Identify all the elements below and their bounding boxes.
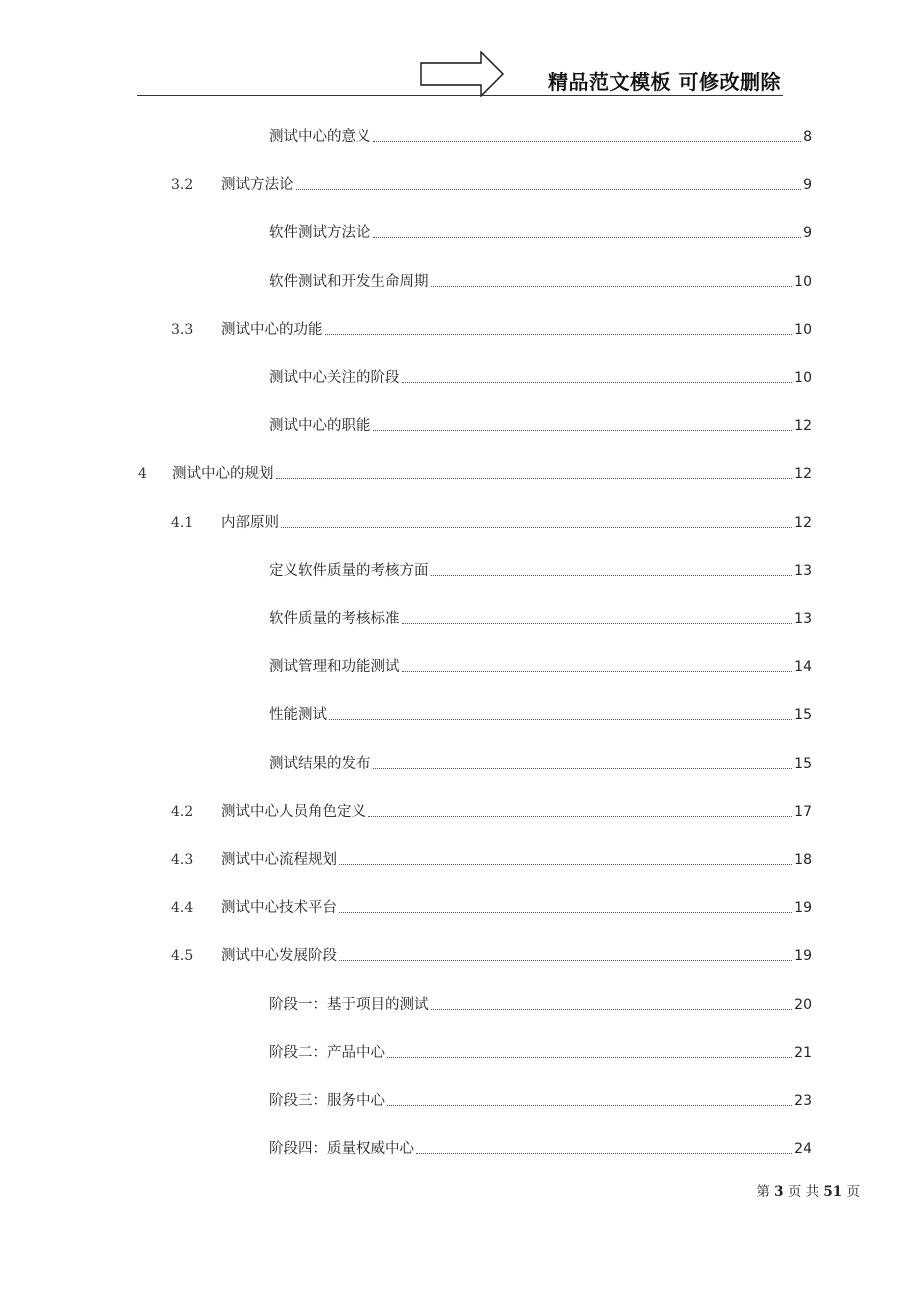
toc-dot-leader [431, 1009, 793, 1010]
toc-entry-title: 测试管理和功能测试 [269, 659, 400, 676]
footer-suffix: 页 [846, 1184, 860, 1200]
toc-entry-title: 阶段三：服务中心 [269, 1093, 385, 1109]
toc-entry[interactable] [171, 173, 812, 197]
toc-entry[interactable] [269, 270, 812, 294]
toc-dot-leader [431, 575, 793, 576]
toc-dot-leader [402, 382, 793, 383]
toc-entry-page: 9 [803, 225, 812, 242]
toc-entry[interactable] [171, 848, 812, 872]
toc-entry-page: 18 [794, 852, 812, 868]
toc-entry-page: 10 [794, 273, 812, 290]
toc-entry-page: 8 [803, 129, 812, 145]
footer-current-page: 3 [774, 1184, 784, 1200]
toc-entry[interactable] [269, 1041, 812, 1065]
toc-entry-number: 4.4 [171, 900, 194, 917]
toc-entry-title: 软件测试方法论 [269, 225, 371, 242]
toc-entry-number: 4.1 [171, 514, 194, 531]
toc-entry-page: 10 [794, 370, 812, 386]
toc-entry-number: 4.5 [171, 948, 194, 965]
toc-entry[interactable] [269, 366, 812, 390]
toc-entry-page: 13 [794, 611, 812, 627]
toc-dot-leader [339, 912, 792, 913]
toc-entry-title: 测试中心技术平台 [221, 900, 337, 917]
toc-entry-title: 测试中心的功能 [221, 321, 323, 338]
toc-entry[interactable] [171, 896, 812, 920]
toc-entry-title: 测试中心的规划 [172, 466, 274, 483]
toc-entry-page: 19 [794, 948, 812, 965]
toc-entry-number: 3.2 [171, 177, 194, 194]
toc-entry-title: 测试中心的职能 [269, 418, 371, 435]
toc-dot-leader [402, 623, 793, 624]
toc-entry-title: 阶段一：基于项目的测试 [269, 996, 429, 1013]
toc-entry[interactable] [171, 944, 812, 968]
toc-entry-page: 24 [794, 1141, 812, 1158]
toc-entry-title: 软件质量的考核标准 [269, 611, 400, 627]
toc-entry[interactable] [269, 221, 812, 245]
toc-entry[interactable] [269, 655, 812, 679]
toc-dot-leader [373, 237, 802, 238]
toc-dot-leader [431, 286, 793, 287]
toc-entry-title: 内部原则 [221, 514, 279, 531]
toc-entry-page: 15 [794, 755, 812, 772]
toc-entry[interactable] [269, 993, 812, 1017]
header-divider [137, 95, 783, 96]
toc-dot-leader [373, 141, 802, 142]
arrow-right-icon [420, 51, 506, 97]
toc-entry-page: 12 [794, 514, 812, 531]
toc-dot-leader [373, 768, 793, 769]
toc-dot-leader [387, 1057, 792, 1058]
toc-dot-leader [325, 334, 793, 335]
toc-entry[interactable] [269, 1137, 812, 1161]
toc-entry[interactable] [269, 414, 812, 438]
toc-dot-leader [402, 671, 793, 672]
toc-entry[interactable] [171, 800, 812, 824]
toc-entry-page: 15 [794, 707, 812, 724]
toc-entry-title: 测试结果的发布 [269, 755, 371, 772]
toc-entry-number: 3.3 [171, 321, 194, 338]
toc-dot-leader [276, 478, 793, 479]
toc-entry-page: 17 [794, 803, 812, 820]
toc-entry[interactable] [269, 125, 812, 149]
toc-entry[interactable] [269, 703, 812, 727]
footer-total-pages: 51 [823, 1184, 843, 1200]
toc-entry-page: 12 [794, 466, 812, 483]
toc-entry-page: 13 [794, 562, 812, 579]
toc-entry-title: 测试中心的意义 [269, 129, 371, 145]
toc-entry[interactable] [171, 511, 812, 535]
toc-entry[interactable] [171, 318, 812, 342]
toc-entry-page: 9 [803, 177, 812, 194]
toc-dot-leader [339, 960, 792, 961]
toc-entry-page: 12 [794, 418, 812, 435]
toc-entry-page: 23 [794, 1093, 812, 1109]
toc-entry-title: 测试中心发展阶段 [221, 948, 337, 965]
toc-entry-page: 14 [794, 659, 812, 676]
toc-entry-title: 测试方法论 [221, 177, 294, 194]
toc-entry-page: 19 [794, 900, 812, 917]
toc-entry-title: 阶段二：产品中心 [269, 1044, 385, 1061]
toc-entry-number: 4.3 [171, 852, 194, 868]
toc-entry[interactable] [269, 1089, 812, 1113]
toc-dot-leader [373, 430, 793, 431]
toc-entry-title: 测试中心人员角色定义 [221, 803, 366, 820]
toc-entry-title: 定义软件质量的考核方面 [269, 562, 429, 579]
toc-entry-title: 测试中心关注的阶段 [269, 370, 400, 386]
toc-dot-leader [368, 816, 792, 817]
toc-entry[interactable] [269, 559, 812, 583]
toc-dot-leader [281, 527, 792, 528]
toc-dot-leader [296, 189, 802, 190]
toc-entry[interactable] [269, 607, 812, 631]
toc-entry-number: 4 [138, 466, 147, 483]
toc-entry-number: 4.2 [171, 803, 194, 820]
toc-entry-title: 测试中心流程规划 [221, 852, 337, 868]
toc-entry-title: 阶段四：质量权威中心 [269, 1141, 414, 1158]
toc-entry-title: 软件测试和开发生命周期 [269, 273, 429, 290]
toc-entry[interactable] [138, 462, 812, 486]
toc-entry-page: 21 [794, 1044, 812, 1061]
toc-dot-leader [339, 864, 792, 865]
toc-dot-leader [387, 1105, 792, 1106]
toc-dot-leader [329, 719, 792, 720]
footer-prefix: 第 [756, 1184, 770, 1200]
toc-entry-page: 20 [794, 996, 812, 1013]
page-footer [756, 1180, 860, 1200]
toc-entry-title: 性能测试 [269, 707, 327, 724]
header-title: 精品范文模板 可修改删除 [548, 70, 781, 94]
toc-entry-page: 10 [794, 321, 812, 338]
toc-entry[interactable] [269, 752, 812, 776]
toc-dot-leader [416, 1153, 792, 1154]
footer-middle: 页 共 [787, 1184, 820, 1200]
